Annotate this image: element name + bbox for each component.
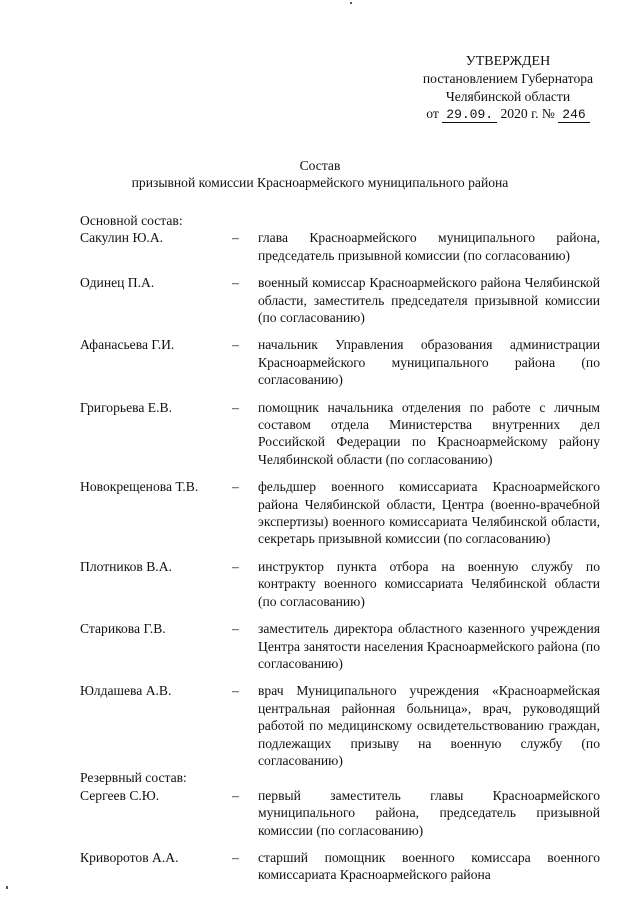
member-role: врач Муниципального учреждения «Красноармейская центральная районная больница», врач, руководящий работой по медицинскому освидетельствованию граждан, подлежащих призыву на военную службу (по согласованию) <box>258 683 600 768</box>
member-role: первый заместитель главы Красноармейского муниципального района, председатель призывной комиссии (по согласованию) <box>258 787 600 838</box>
scan-speck <box>350 2 352 4</box>
member-name: Старикова Г.В. <box>80 621 166 637</box>
member-dash: – <box>232 849 239 865</box>
approval-line-2: Челябинской области <box>445 88 571 104</box>
member-role: глава Красноармейского муниципального района, председатель призывной комиссии (по согласованию) <box>258 230 600 263</box>
date-value: 29.09. <box>442 108 497 123</box>
member-name: Григорьева Е.В. <box>80 399 172 415</box>
approval-heading: УТВЕРЖДЕН <box>465 54 551 69</box>
member-role: фельдшер военного комиссариата Красноармейского района Челябинской области, Центра (военно-врачебной экспертизы) военного комиссариата Челябинской области, секретарь призывной комиссии (по согласованию) <box>258 479 600 547</box>
decree-number: 246 <box>558 108 589 123</box>
member-dash: – <box>232 479 239 495</box>
member-role: инструктор пункта отбора на военную службу по контракту военного комиссариата Челябинской области (по согласованию) <box>258 558 600 609</box>
member-row <box>80 558 600 610</box>
title-line-1: Состав <box>299 158 341 173</box>
member-row <box>80 478 600 548</box>
member-row <box>80 620 600 672</box>
reserve-composition-label: Резервный состав: <box>80 770 187 786</box>
date-prefix: от <box>426 106 439 122</box>
member-name: Юлдашева А.В. <box>80 683 172 699</box>
member-role: заместитель директора областного казенного учреждения Центра занятости населения Красноармейского района (по согласованию) <box>258 621 600 671</box>
member-dash: – <box>232 275 239 291</box>
member-row <box>80 682 600 769</box>
document-title <box>100 157 540 192</box>
member-row <box>80 787 600 839</box>
member-row <box>80 399 600 469</box>
member-row <box>80 229 600 264</box>
member-dash: – <box>232 399 239 415</box>
member-name: Новокрещенова Т.В. <box>80 479 199 495</box>
member-role: военный комиссар Красноармейского района Челябинской области, заместитель председателя призывной комиссии (по согласованию) <box>258 275 600 326</box>
member-name: Криворотов А.А. <box>80 849 179 865</box>
member-name: Сергеев С.Ю. <box>80 787 160 803</box>
title-line-2: призывной комиссии Красноармейского муниципального района <box>131 175 509 191</box>
member-row <box>80 849 600 884</box>
approval-date-line <box>408 105 608 123</box>
member-role: старший помощник военного комиссара военного комиссариата Красноармейского района <box>258 849 600 883</box>
member-row <box>80 274 600 326</box>
approval-line-1: постановлением Губернатора <box>422 71 594 87</box>
member-name: Плотников В.А. <box>80 558 172 574</box>
member-dash: – <box>232 230 239 246</box>
member-name: Сакулин Ю.А. <box>80 230 164 246</box>
main-composition-label: Основной состав: <box>80 213 183 228</box>
member-row <box>80 336 600 388</box>
commission-roster <box>80 212 600 884</box>
approval-stamp <box>408 53 608 123</box>
member-dash: – <box>232 558 239 574</box>
member-role: помощник начальника отделения по работе с личным составом отдела Министерства внутренних дел Российской Федерации по Красноармейскому району Челябинской области (по согласованию) <box>258 399 600 467</box>
scan-speck <box>6 886 8 889</box>
member-dash: – <box>232 787 239 803</box>
member-role: начальник Управления образования администрации Красноармейского муниципального района (по согласованию) <box>258 337 600 388</box>
year-text: 2020 г. № <box>500 106 555 122</box>
member-name: Одинец П.А. <box>80 275 155 291</box>
member-dash: – <box>232 337 239 353</box>
member-dash: – <box>232 621 239 637</box>
member-name: Афанасьева Г.И. <box>80 337 175 353</box>
member-dash: – <box>232 683 239 699</box>
